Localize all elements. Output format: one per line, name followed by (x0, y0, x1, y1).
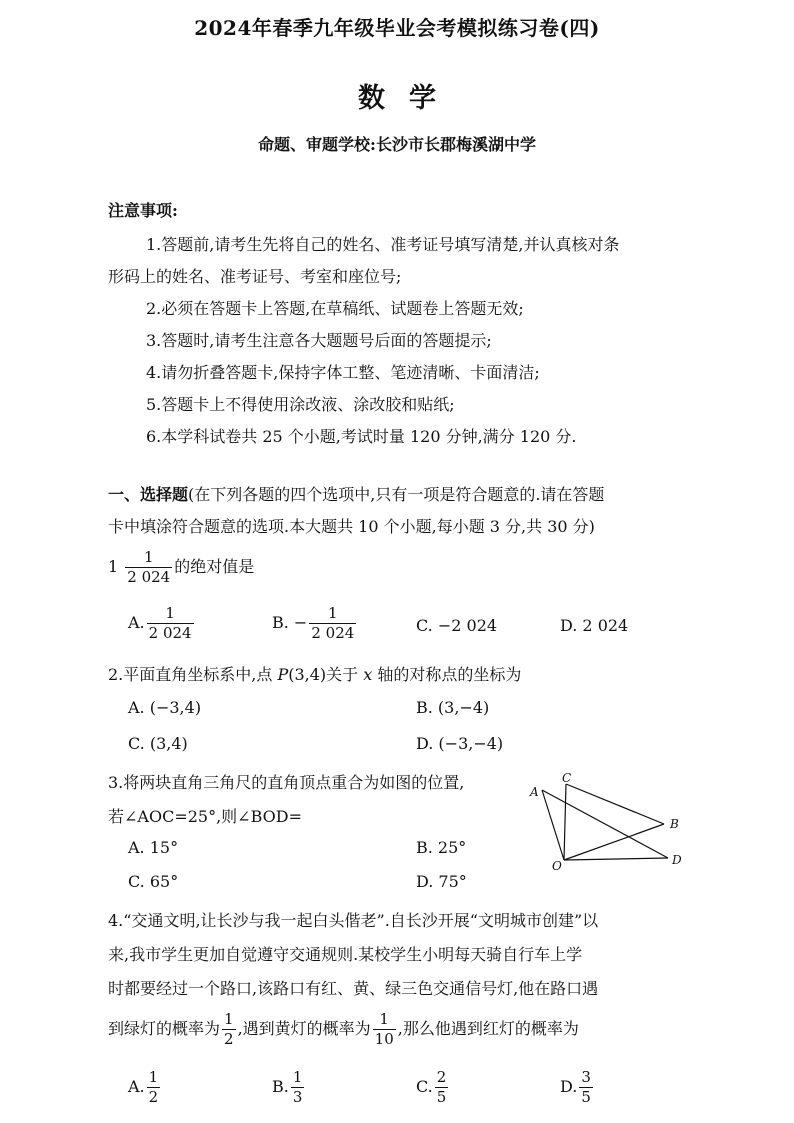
yellow-probability-fraction: $\frac{1}{10}$ (374, 1010, 394, 1048)
question-4-option-c[interactable]: C. $\frac{2}{5}$ (416, 1068, 447, 1106)
question-2-option-d[interactable]: D. (−3,−4) (416, 734, 504, 753)
green-probability-fraction: $\frac{1}{2}$ (224, 1010, 234, 1048)
exam-title: 2024年春季九年级毕业会考模拟练习卷(四) (194, 16, 600, 40)
question-4-option-a[interactable]: A. $\frac{1}{2}$ (128, 1068, 159, 1106)
question-2-option-a[interactable]: A. (−3,4) (128, 698, 202, 717)
question-1 (108, 550, 254, 585)
school-line: 命题、审题学校:长沙市长郡梅溪湖中学 (258, 135, 536, 154)
question-1-option-d[interactable]: D. 2 024 (560, 616, 629, 635)
question-1-number: 1 (108, 557, 119, 576)
segment-cb (566, 784, 664, 824)
label-b: B (670, 817, 679, 831)
question-4-option-b[interactable]: B. $\frac{1}{3}$ (272, 1068, 303, 1106)
question-1-option-c[interactable]: C. −2 024 (416, 616, 498, 635)
question-1-fraction: $\frac{1}{2 024}$ (127, 548, 171, 586)
question-1-option-a[interactable]: A. $\frac{1}{2 024}$ (128, 604, 192, 642)
section-1-title: 一、选择题 (108, 485, 189, 504)
note-1-continued: 形码上的姓名、准考证号、考室和座位号; (108, 267, 402, 286)
note-5: 5.答题卡上不得使用涂改液、涂改胶和贴纸; (146, 395, 455, 414)
question-4-line3: 时都要经过一个路口,该路口有红、黄、绿三色交通信号灯,他在路口遇 (108, 979, 599, 998)
label-a: A (530, 785, 539, 799)
question-3-option-a[interactable]: A. 15° (128, 838, 179, 857)
question-3-option-b[interactable]: B. 25° (416, 838, 467, 857)
question-2-option-c[interactable]: C. (3,4) (128, 734, 188, 753)
label-c: C (562, 772, 572, 785)
question-3-option-d[interactable]: D. 75° (416, 872, 467, 891)
question-4-line1: 4.“交通文明,让长沙与我一起白头偕老”.自长沙开展“文明城市创建”以 (108, 911, 599, 930)
section-1-instructions-line2: 卡中填涂符合题意的选项.本大题共 10 个小题,每小题 3 分,共 30 分) (108, 517, 595, 536)
note-6: 6.本学科试卷共 25 个小题,考试时量 120 分钟,满分 120 分. (146, 427, 577, 446)
triangle-figure (528, 772, 692, 872)
question-1-option-b[interactable]: B. − $\frac{1}{2 024}$ (272, 604, 355, 642)
label-d: D (672, 853, 682, 867)
section-1-text: (在下列各题的四个选项中,只有一项是符合题意的.请在答题 (188, 485, 605, 504)
note-2: 2.必须在答题卡上答题,在草稿纸、试题卷上答题无效; (146, 299, 524, 318)
section-1-instructions (108, 482, 604, 505)
note-1: 1.答题前,请考生先将自己的姓名、准考证号填写清楚,并认真核对条 (146, 235, 620, 254)
question-4-option-d[interactable]: D. $\frac{3}{5}$ (560, 1068, 591, 1106)
question-4-line4: 到绿灯的概率为 $\frac{1}{2}$ ,遇到黄灯的概率为 $\frac{1}{10}$ ,那么他遇到红灯的概率为 (108, 1010, 579, 1048)
subject-heading: 数学 (358, 83, 460, 114)
question-4-line2: 来,我市学生更加自觉遵守交通规则.某校学生小明每天骑自行车上学 (108, 945, 583, 964)
question-3-line2: 若∠AOC=25°,则∠BOD= (108, 807, 302, 826)
question-1-stem: 的绝对值是 (174, 557, 255, 576)
label-o: O (552, 859, 562, 872)
segment-od (564, 858, 668, 860)
question-3-line1: 3.将两块直角三角尺的直角顶点重合为如图的位置, (108, 773, 465, 792)
question-3-option-c[interactable]: C. 65° (128, 872, 179, 891)
question-2: 2.平面直角坐标系中,点 P(3,4)关于 x 轴的对称点的坐标为 (108, 665, 522, 684)
notes-heading: 注意事项: (108, 201, 178, 220)
segment-oc (564, 784, 566, 860)
note-4: 4.请勿折叠答题卡,保持字体工整、笔迹清晰、卡面清洁; (146, 363, 540, 382)
question-2-option-b[interactable]: B. (3,−4) (416, 698, 490, 717)
note-3: 3.答题时,请考生注意各大题题号后面的答题提示; (146, 331, 492, 350)
